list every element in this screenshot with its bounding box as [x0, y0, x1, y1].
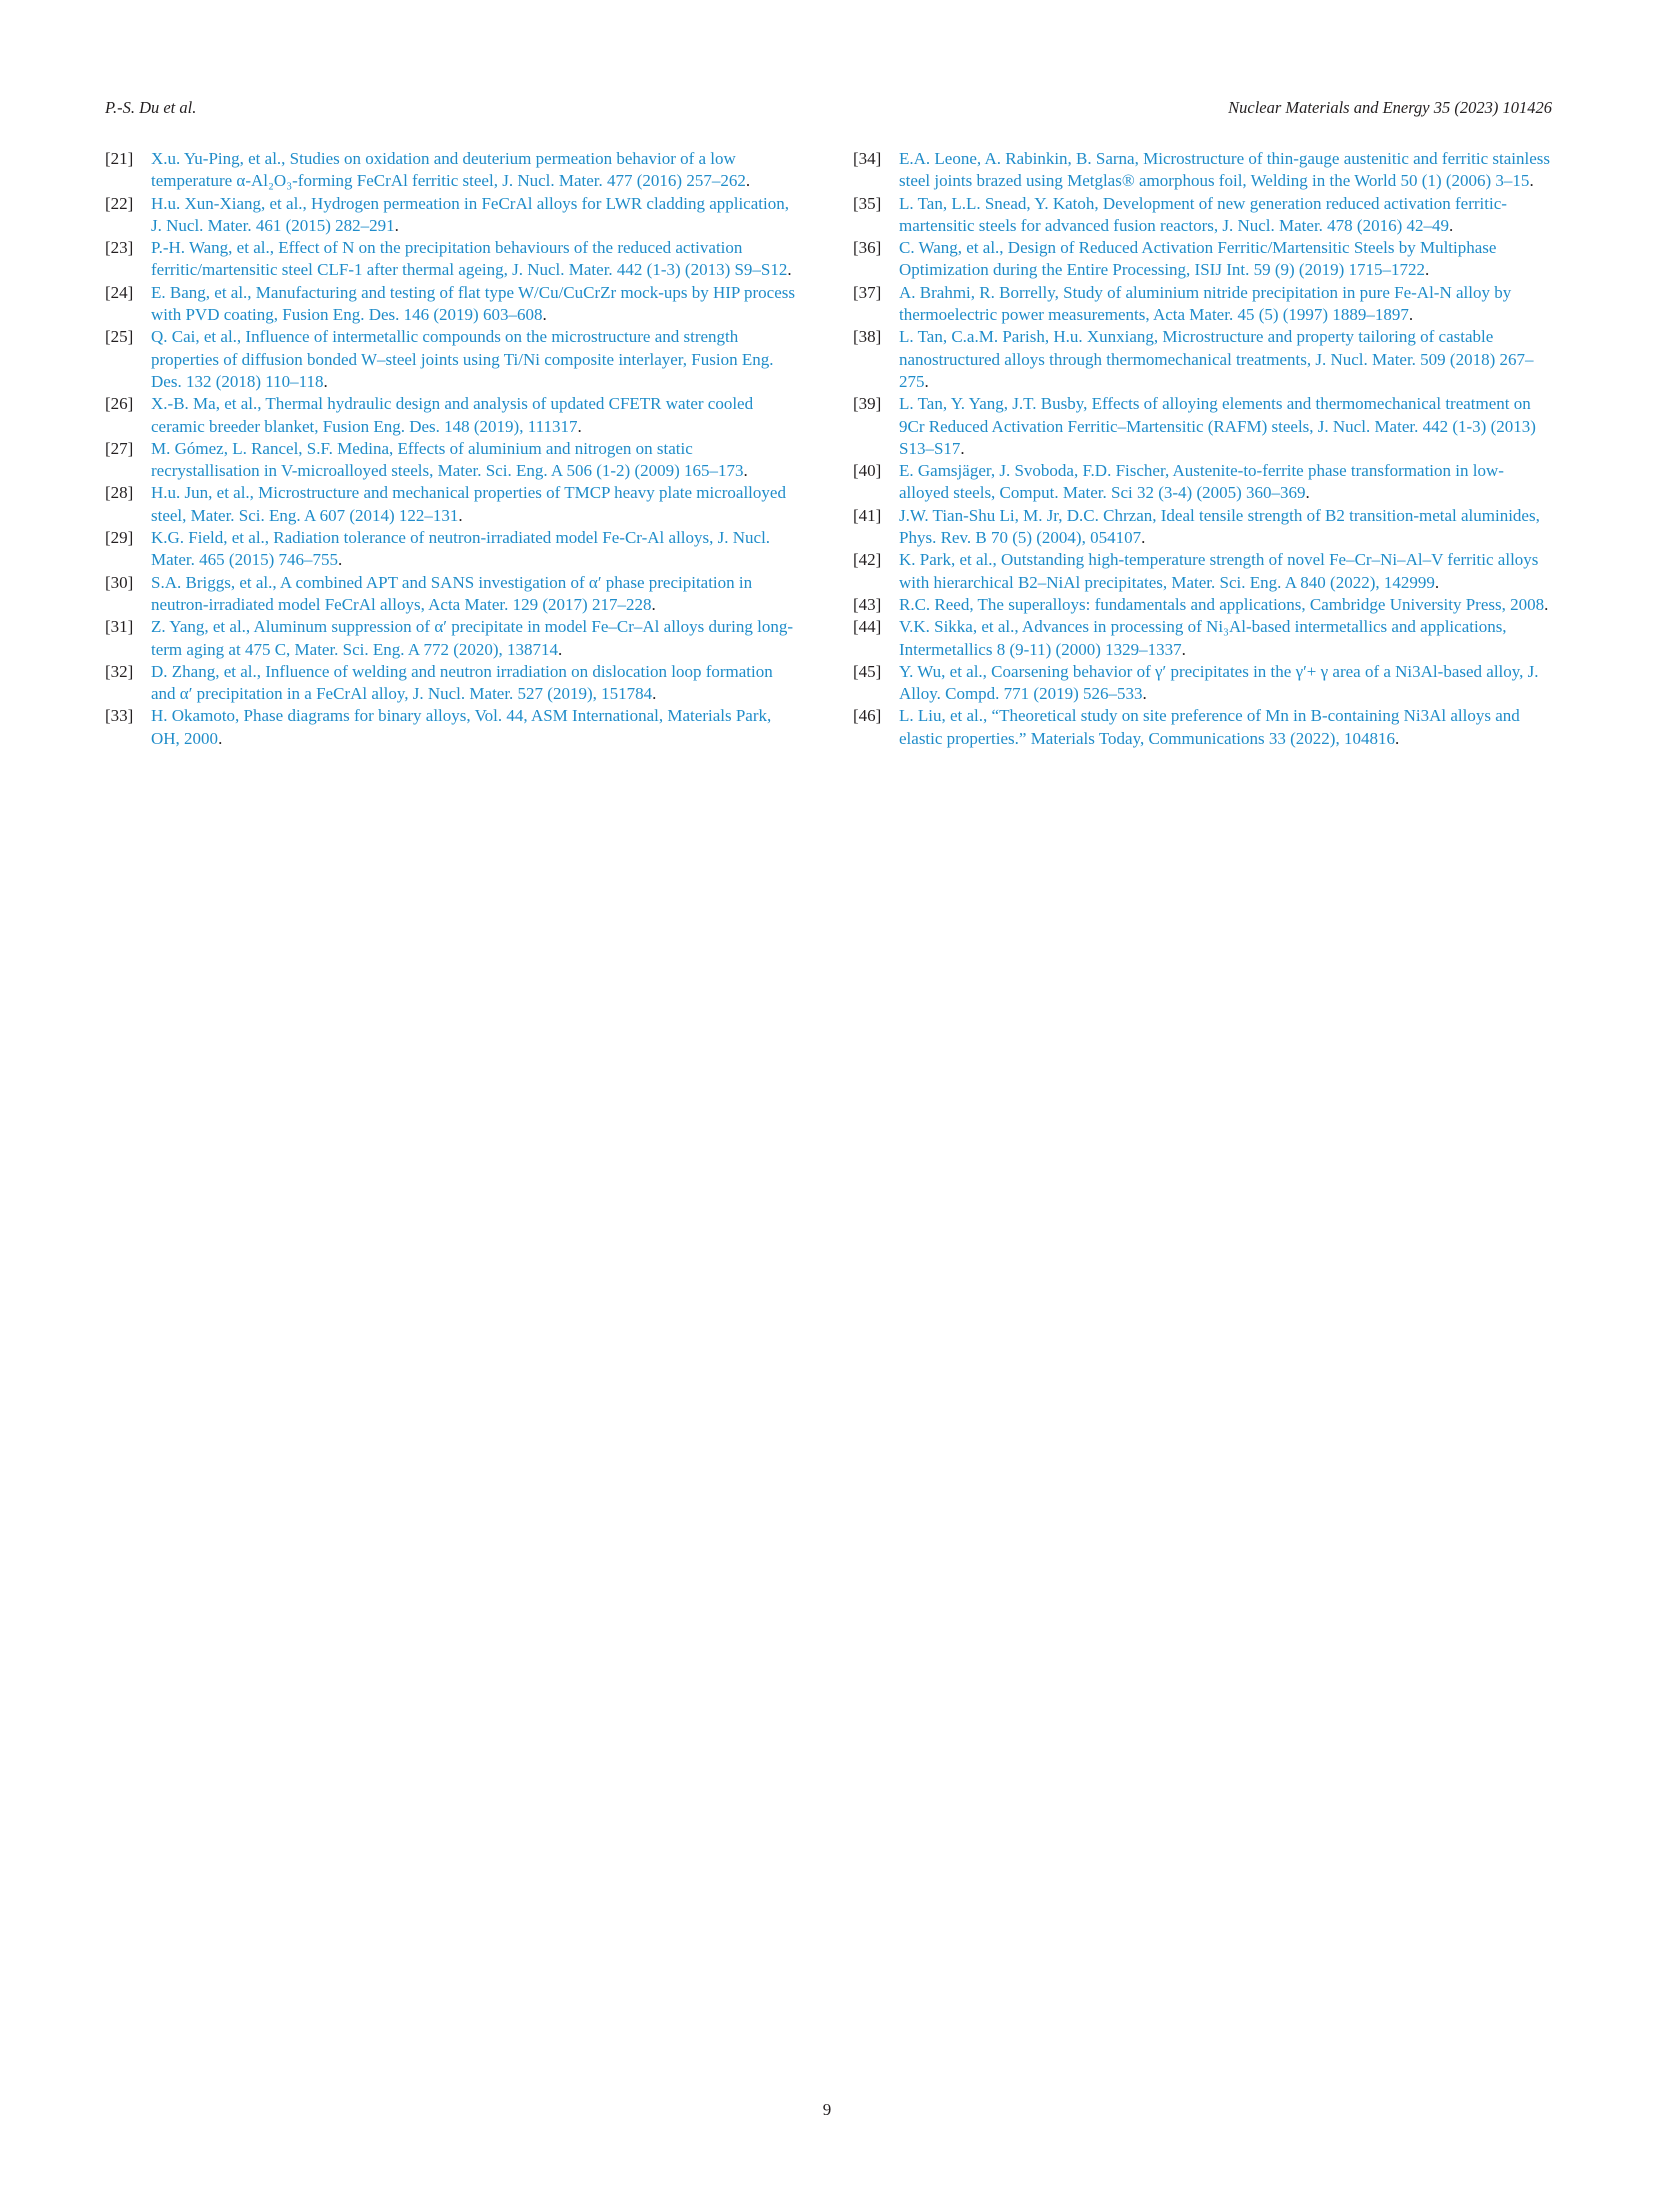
reference-link[interactable]: Z. Yang, et al., Aluminum suppression of α′ precipitate in model Fe–Cr–Al alloys during long-term aging at 475 C, Mater. Sci. Eng. A 772 (2020), 138714 — [151, 617, 794, 659]
reference-number: [37] — [853, 282, 882, 302]
reference-link[interactable]: X.-B. Ma, et al., Thermal hydraulic design and analysis of updated CFETR water cooled ceramic breeder blanket, Fusion Eng. Des. 148 (2019), 111317 — [151, 394, 754, 436]
reference-link[interactable]: H.u. Xun-Xiang, et al., Hydrogen permeation in FeCrAl alloys for LWR cladding application, J. Nucl. Mater. 461 (2015) 282–291 — [151, 193, 789, 235]
reference-terminal-period: . — [1434, 572, 1440, 592]
reference-item — [853, 326, 1552, 393]
reference-link[interactable]: K.G. Field, et al., Radiation tolerance of neutron-irradiated model Fe-Cr-Al alloys, J. Nucl. Mater. 465 (2015) 746–755 — [151, 528, 771, 570]
reference-number: [22] — [105, 193, 134, 213]
references-left-column — [105, 148, 798, 750]
reference-terminal-period: . — [745, 171, 751, 191]
reference-number: [46] — [853, 706, 882, 726]
reference-link[interactable]: L. Tan, C.a.M. Parish, H.u. Xunxiang, Microstructure and property tailoring of castable nanostructured alloys through thermomechanical treatments, J. Nucl. Mater. 509 (2018) 267–275 — [899, 327, 1534, 391]
reference-number: [33] — [105, 706, 134, 726]
reference-entry — [899, 237, 1552, 282]
reference-number: [44] — [853, 617, 882, 637]
reference-number: [35] — [853, 193, 882, 213]
reference-link[interactable]: V.K. Sikka, et al., Advances in processing of Ni₃Al-based intermetallics and applications, Intermetallics 8 (9-11) (2000) 1329–1337 — [899, 617, 1507, 659]
reference-number: [27] — [105, 438, 134, 458]
reference-terminal-period: . — [1141, 528, 1146, 548]
reference-entry — [151, 393, 798, 438]
reference-terminal-period: . — [337, 550, 343, 570]
reference-terminal-period: . — [960, 438, 965, 458]
reference-link[interactable]: Y. Wu, et al., Coarsening behavior of γ′ precipitates in the γ′+ γ area of a Ni3Al-based alloy, J. Alloy. Compd. 771 (2019) 526–533 — [899, 661, 1539, 704]
reference-terminal-period: . — [1449, 215, 1454, 235]
reference-number: [34] — [853, 149, 882, 168]
reference-item — [105, 661, 798, 706]
reference-item — [853, 460, 1552, 505]
reference-terminal-period: . — [1408, 305, 1414, 325]
reference-entry — [899, 661, 1552, 706]
reference-item — [105, 393, 798, 438]
reference-item — [853, 282, 1552, 327]
reference-terminal-period: . — [1529, 171, 1534, 191]
reference-entry — [151, 237, 798, 282]
reference-terminal-period: . — [394, 215, 399, 235]
reference-number: [45] — [853, 661, 882, 681]
reference-terminal-period: . — [743, 461, 748, 481]
reference-number: [28] — [105, 483, 134, 503]
reference-item — [105, 193, 798, 238]
reference-entry — [151, 616, 798, 661]
reference-number: [23] — [105, 238, 134, 258]
reference-number: [31] — [105, 617, 134, 637]
reference-item — [105, 482, 798, 527]
header-authors: P.-S. Du et al. — [105, 98, 197, 117]
reference-item — [105, 616, 798, 661]
reference-entry — [151, 705, 798, 750]
reference-entry — [151, 193, 798, 238]
reference-link[interactable]: M. Gómez, L. Rancel, S.F. Medina, Effects of aluminium and nitrogen on static recrystallisation in V-microalloyed steels, Mater. Sci. Eng. A 506 (1-2) (2009) 165–173 — [151, 438, 744, 481]
reference-entry — [151, 282, 798, 327]
reference-item — [853, 661, 1552, 706]
reference-item — [853, 505, 1552, 550]
reference-number: [25] — [105, 327, 134, 347]
reference-item — [105, 282, 798, 327]
reference-terminal-period: . — [787, 260, 792, 280]
reference-terminal-period: . — [577, 416, 582, 436]
reference-item — [853, 193, 1552, 238]
reference-number: [43] — [853, 594, 882, 614]
reference-item — [853, 148, 1552, 193]
reference-terminal-period: . — [1181, 639, 1186, 659]
reference-entry — [151, 326, 798, 393]
reference-entry — [899, 594, 1552, 616]
reference-link[interactable]: C. Wang, et al., Design of Reduced Activation Ferritic/Martensitic Steels by Multiphase Optimization during the Entire Processing, ISIJ Int. 59 (9) (2019) 1715–1722 — [899, 238, 1497, 280]
reference-number: [29] — [105, 528, 134, 548]
reference-terminal-period: . — [458, 505, 463, 525]
reference-terminal-period: . — [558, 639, 563, 659]
reference-item — [105, 326, 798, 393]
reference-link[interactable]: D. Zhang, et al., Influence of welding and neutron irradiation on dislocation loop formation and α′ precipitation in a FeCrAl alloy, J. Nucl. Mater. 527 (2019), 151784 — [151, 661, 773, 704]
reference-entry — [899, 193, 1552, 238]
reference-terminal-period: . — [542, 305, 547, 325]
reference-terminal-period: . — [1424, 260, 1430, 280]
reference-item — [853, 237, 1552, 282]
reference-entry — [899, 460, 1552, 505]
reference-link[interactable]: P.-H. Wang, et al., Effect of N on the precipitation behaviours of the reduced activation ferritic/martensitic steel CLF-1 after thermal ageing, J. Nucl. Mater. 442 (1-3) (2013) S9–S12 — [151, 238, 788, 280]
reference-item — [105, 148, 798, 193]
reference-terminal-period: . — [1394, 728, 1400, 748]
reference-entry — [151, 527, 798, 572]
reference-number: [24] — [105, 282, 134, 302]
reference-number: [21] — [105, 149, 134, 168]
reference-entry — [899, 549, 1552, 594]
reference-number: [36] — [853, 238, 882, 258]
reference-item — [853, 616, 1552, 661]
reference-terminal-period: . — [1142, 684, 1147, 704]
reference-link[interactable]: E.A. Leone, A. Rabinkin, B. Sarna, Microstructure of thin-gauge austenitic and ferritic stainless steel joints brazed using Metglas® amorphous foil, Welding in the World 50 (1) (2006) 3–15 — [899, 149, 1551, 191]
reference-terminal-period: . — [924, 371, 929, 391]
reference-number: [30] — [105, 572, 134, 592]
running-header — [105, 98, 1552, 122]
reference-item — [105, 572, 798, 617]
reference-item — [105, 438, 798, 483]
reference-entry — [899, 393, 1552, 460]
reference-entry — [899, 705, 1552, 750]
reference-number: [41] — [853, 505, 882, 525]
reference-entry — [151, 661, 798, 706]
reference-link[interactable]: L. Tan, L.L. Snead, Y. Katoh, Development of new generation reduced activation ferritic-martensitic steels for advanced fusion reactors, J. Nucl. Mater. 478 (2016) 42–49 — [899, 193, 1507, 235]
reference-entry — [899, 505, 1552, 550]
reference-entry — [899, 326, 1552, 393]
reference-entry — [899, 282, 1552, 327]
reference-number: [26] — [105, 394, 134, 414]
reference-link[interactable]: E. Gamsjäger, J. Svoboda, F.D. Fischer, Austenite-to-ferrite phase transformation in low-alloyed steels, Comput. Mater. Sci 32 (3-4) (2005) 360–369 — [899, 461, 1504, 503]
reference-entry — [899, 616, 1552, 661]
reference-link[interactable]: E. Bang, et al., Manufacturing and testing of flat type W/Cu/CuCrZr mock-ups by HIP process with PVD coating, Fusion Eng. Des. 146 (2019) 603–608 — [151, 282, 795, 325]
reference-entry — [899, 148, 1552, 193]
reference-entry — [151, 572, 798, 617]
reference-number: [39] — [853, 394, 882, 414]
reference-link[interactable]: A. Brahmi, R. Borrelly, Study of aluminium nitride precipitation in pure Fe-Al-N alloy by thermoelectric power measurements, Acta Mater. 45 (5) (1997) 1889–1897 — [899, 282, 1512, 325]
reference-entry — [151, 438, 798, 483]
reference-number: [38] — [853, 327, 882, 347]
reference-terminal-period: . — [323, 371, 328, 391]
reference-item — [105, 705, 798, 750]
reference-number: [42] — [853, 550, 882, 570]
reference-entry — [151, 482, 798, 527]
reference-terminal-period: . — [1544, 594, 1549, 614]
reference-item — [105, 237, 798, 282]
reference-link[interactable]: H. Okamoto, Phase diagrams for binary alloys, Vol. 44, ASM International, Materials Park, OH, 2000 — [151, 706, 772, 748]
reference-entry — [151, 148, 798, 193]
reference-number: [40] — [853, 461, 882, 481]
reference-link[interactable]: L. Tan, Y. Yang, J.T. Busby, Effects of alloying elements and thermomechanical treatment on 9Cr Reduced Activation Ferritic–Martensitic (RAFM) steels, J. Nucl. Mater. 442 (1-3) (2013) S13–S17 — [899, 394, 1536, 458]
reference-link[interactable]: L. Liu, et al., “Theoretical study on site preference of Mn in B-containing Ni3Al alloys and elastic properties.” Materials Today, Communications 33 (2022), 104816 — [899, 706, 1520, 748]
reference-link[interactable]: X.u. Yu-Ping, et al., Studies on oxidation and deuterium permeation behavior of a low temperature α-Al₂O₃-forming FeCrAl ferritic steel, J. Nucl. Mater. 477 (2016) 257–262 — [151, 149, 746, 191]
reference-link[interactable]: Q. Cai, et al., Influence of intermetallic compounds on the microstructure and strength properties of diffusion bonded W–steel joints using Ti/Ni composite interlayer, Fusion Eng. Des. 132 (2018) 110–118 — [151, 327, 774, 391]
reference-terminal-period: . — [652, 684, 657, 704]
reference-link[interactable]: S.A. Briggs, et al., A combined APT and SANS investigation of α′ phase precipitation in neutron-irradiated model FeCrAl alloys, Acta Mater. 129 (2017) 217–228 — [151, 572, 753, 614]
reference-number: [32] — [105, 661, 134, 681]
reference-link[interactable]: J.W. Tian-Shu Li, M. Jr, D.C. Chrzan, Ideal tensile strength of B2 transition-metal aluminides, Phys. Rev. B 70 (5) (2004), 054107 — [899, 505, 1540, 548]
reference-item — [853, 549, 1552, 594]
references-right-column — [853, 148, 1552, 750]
reference-item — [853, 594, 1552, 616]
reference-link[interactable]: K. Park, et al., Outstanding high-temperature strength of novel Fe–Cr–Ni–Al–V ferritic alloys with hierarchical B2–NiAl precipitates, Mater. Sci. Eng. A 840 (2022), 142999 — [899, 550, 1539, 592]
reference-item — [105, 527, 798, 572]
header-journal: Nuclear Materials and Energy 35 (2023) 101426 — [1228, 98, 1552, 117]
reference-terminal-period: . — [651, 594, 656, 614]
reference-item — [853, 705, 1552, 750]
reference-item — [853, 393, 1552, 460]
reference-terminal-period: . — [1305, 483, 1310, 503]
page-number: 9 — [822, 2100, 832, 2119]
reference-link[interactable]: H.u. Jun, et al., Microstructure and mechanical properties of TMCP heavy plate microalloyed steel, Mater. Sci. Eng. A 607 (2014) 122–131 — [151, 483, 786, 525]
reference-link[interactable]: R.C. Reed, The superalloys: fundamentals and applications, Cambridge University Press, 2008 — [899, 594, 1545, 614]
reference-terminal-period: . — [218, 728, 223, 748]
